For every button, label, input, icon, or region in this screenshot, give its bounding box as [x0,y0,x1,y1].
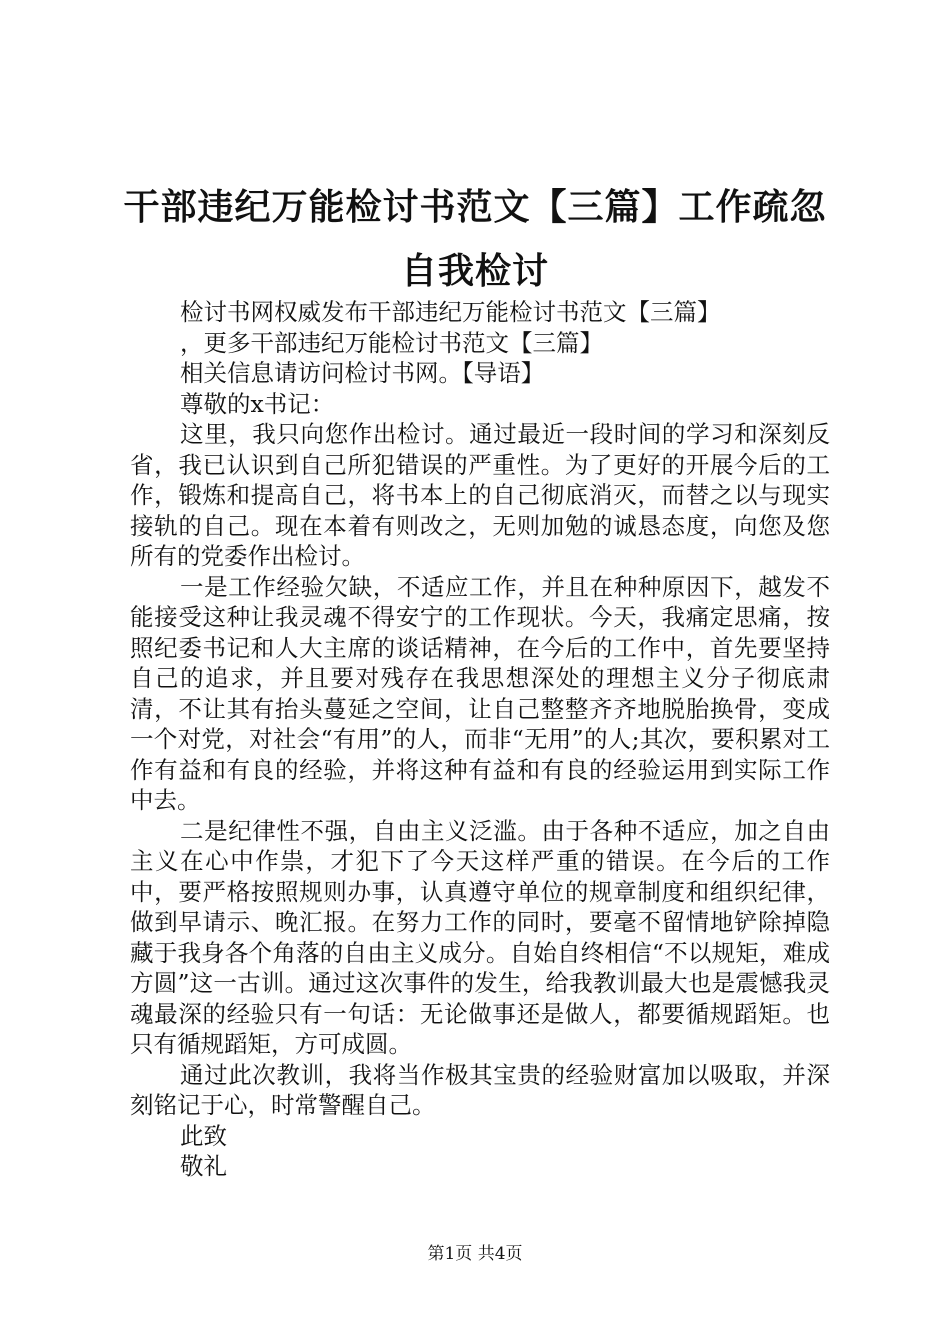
paragraph-4: 通过此次教训，我将当作极其宝贵的经验财富加以吸取，并深刻铭记于心，时常警醒自己。 [130,1060,830,1119]
paragraph-1: 这里，我只向您作出检讨。通过最近一段时间的学习和深刻反省，我已认识到自己所犯错误的严重性。为了更好的开展今后的工作，锻炼和提高自己，将书本上的自己彻底消灭，而替之以与现实接轨的自己。现在本着有则改之，无则加勉的诚恳态度，向您及您所有的党委作出检讨。 [130,420,830,570]
salutation: 尊敬的x书记： [180,389,335,418]
intro-line-3: 相关信息请访问检讨书网。【导语】 [180,359,545,387]
closing-line-1: 此致 [180,1121,227,1150]
page-footer: 第1页 共4页 [427,1244,523,1264]
paragraph-3: 二是纪律性不强，自由主义泛滥。由于各种不适应，加之自由主义在心中作祟，才犯下了今天这样严重的错误。在今后的工作中，要严格按照规则办事，认真遵守单位的规章制度和组织纪律，做到早请示、晚汇报。在努力工作的同时，要毫不留情地铲除掉隐藏于我身各个角落的自由主义成分。自始自终相信“不以规矩，难成方圆”这一古训。通过这次事件的发生，给我教训最大也是震憾我灵魂最深的经验只有一句话：无论做事还是做人，都要循规蹈矩。也只有循规蹈矩，方可成圆。 [130,816,830,1058]
intro-line-2: ，更多干部违纪万能检讨书范文【三篇】 [180,328,603,357]
closing-line-2: 敬礼 [180,1152,227,1180]
document-title: 干部违纪万能检讨书范文【三篇】工作疏忽自我检讨 [123,187,827,292]
intro-line-1: 检讨书网权威发布干部违纪万能检讨书范文【三篇】 [180,298,721,326]
paragraph-2: 一是工作经验欠缺，不适应工作，并且在种种原因下，越发不能接受这种让我灵魂不得安宁的工作现状。今天，我痛定思痛，按照纪委书记和人大主席的谈话精神，在今后的工作中，首先要坚持自己的追求，并且要对残存在我思想深处的理想主义分子彻底肃清，不让其有抬头蔓延之空间，让自己整整齐齐地脱胎换骨，变成一个对党，对社会“有用”的人，而非“无用”的人;其次，要积累对工作有益和有良的经验，并将这种有益和有良的经验运用到实际工作中去。 [130,572,830,814]
document-body [130,297,830,1182]
